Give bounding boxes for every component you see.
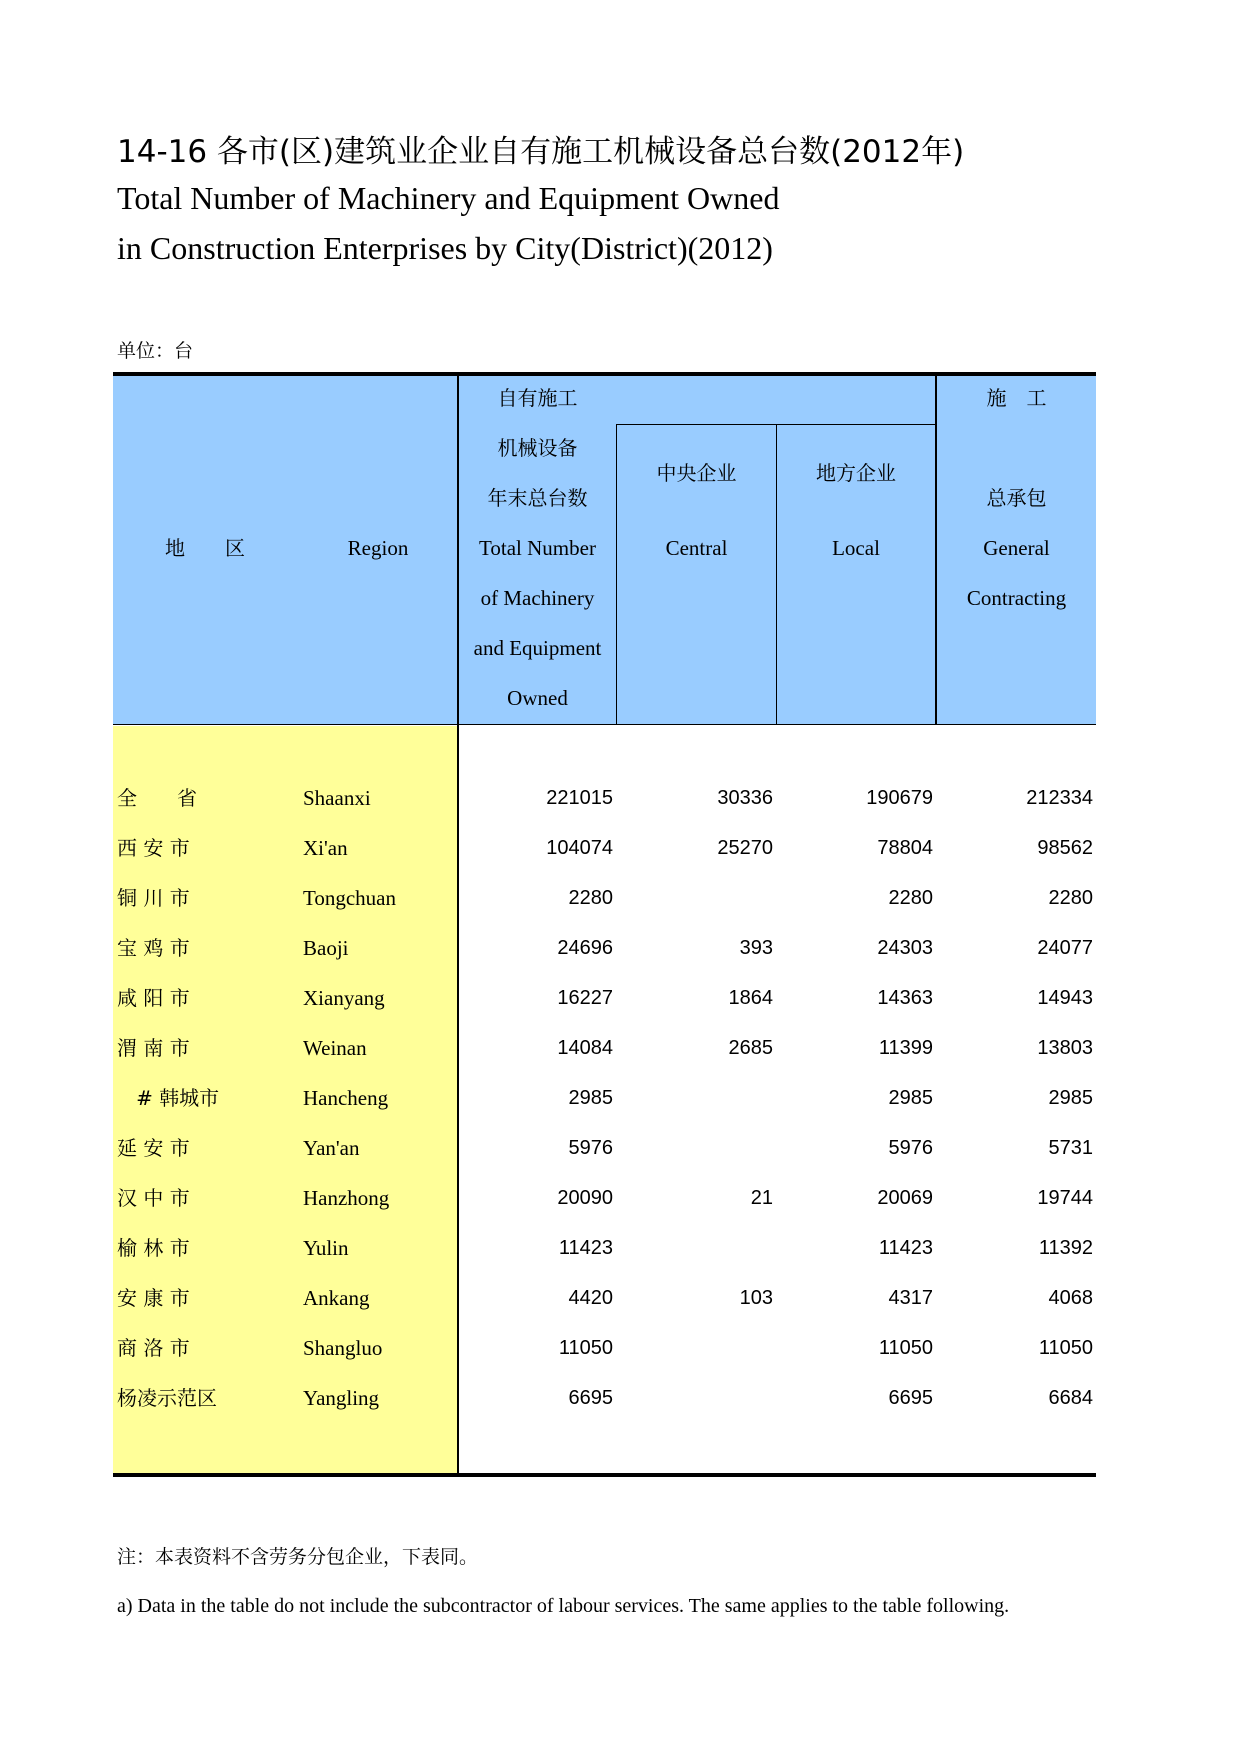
header-central-en: Central (665, 536, 728, 560)
local-value: 11399 (878, 1037, 933, 1059)
total-value: 4420 (568, 1287, 613, 1309)
region-en: Yan'an (303, 1136, 360, 1160)
local-value: 2985 (888, 1087, 933, 1109)
header-construction-group: 施 工 (986, 386, 1047, 410)
total-value: 20090 (557, 1187, 613, 1209)
table-row (0, 923, 1240, 973)
unit-label: 单位：台 (117, 340, 194, 362)
header-local-zh: 地方企业 (816, 461, 896, 485)
table-row (0, 973, 1240, 1023)
table-bottom-rule (113, 1473, 1096, 1477)
local-value: 14363 (877, 987, 933, 1009)
central-value: 30336 (717, 787, 773, 809)
region-zh: 铜 川 市 (117, 886, 190, 910)
local-value: 11050 (878, 1337, 933, 1359)
region-en: Hanzhong (303, 1186, 390, 1210)
region-zh: # 韩城市 (117, 1086, 220, 1110)
table-row (0, 873, 1240, 923)
region-zh: 汉 中 市 (117, 1186, 190, 1210)
general-value: 19744 (1037, 1187, 1093, 1209)
local-value: 24303 (877, 937, 933, 959)
total-value: 221015 (546, 787, 613, 809)
total-value: 14084 (557, 1037, 613, 1059)
total-value: 6695 (568, 1387, 613, 1409)
table-row (0, 773, 1240, 823)
total-value: 11050 (558, 1337, 613, 1359)
region-zh: 杨凌示范区 (117, 1386, 217, 1410)
region-en: Weinan (303, 1036, 367, 1060)
general-value: 24077 (1037, 937, 1093, 959)
general-value: 98562 (1037, 837, 1093, 859)
general-value: 4068 (1048, 1287, 1093, 1309)
local-value: 20069 (877, 1187, 933, 1209)
region-en: Xi'an (303, 836, 348, 860)
header-general-en-1: General (983, 536, 1050, 560)
general-value: 11050 (1038, 1337, 1093, 1359)
footnote-chinese: 注：本表资料不含劳务分包企业，下表同。 (117, 1546, 479, 1568)
central-value: 25270 (717, 837, 773, 859)
header-general-zh: 总承包 (986, 486, 1047, 510)
general-value: 13803 (1037, 1037, 1093, 1059)
central-value: 103 (739, 1287, 773, 1309)
region-zh: 延 安 市 (117, 1136, 190, 1160)
region-en: Yulin (303, 1236, 349, 1260)
local-value: 11423 (878, 1237, 933, 1259)
general-value: 2985 (1048, 1087, 1093, 1109)
region-en: Shaanxi (303, 786, 371, 810)
header-region-zh: 地 区 (165, 536, 245, 560)
region-zh: 咸 阳 市 (117, 986, 190, 1010)
table-row (0, 1323, 1240, 1373)
region-en: Xianyang (303, 986, 385, 1010)
region-en: Yangling (303, 1386, 380, 1410)
total-value: 2985 (568, 1087, 613, 1109)
total-value: 5976 (568, 1137, 613, 1159)
total-value: 24696 (557, 937, 613, 959)
table-row (0, 1223, 1240, 1273)
region-en: Ankang (303, 1286, 370, 1310)
region-en: Tongchuan (303, 886, 397, 910)
region-zh: 榆 林 市 (117, 1236, 190, 1260)
general-value: 6684 (1048, 1387, 1093, 1409)
central-value: 21 (750, 1187, 773, 1209)
region-zh: 全 省 (117, 786, 197, 810)
header-central-zh: 中央企业 (656, 461, 737, 485)
local-value: 190679 (866, 787, 933, 809)
general-value: 5731 (1048, 1137, 1093, 1159)
page-title-chinese: 14-16 各市(区)建筑业企业自有施工机械设备总台数(2012年) (117, 134, 965, 170)
central-value: 1864 (728, 987, 773, 1009)
total-value: 11423 (558, 1237, 613, 1259)
table-row (0, 1273, 1240, 1323)
region-en: Shangluo (303, 1336, 383, 1360)
total-value: 104074 (546, 837, 613, 859)
total-value: 16227 (557, 987, 613, 1009)
region-zh: 商 洛 市 (117, 1336, 190, 1360)
footnote-english: a) Data in the table do not include the subcontractor of labour services. The same applies to the table following. (117, 1595, 1010, 1617)
local-value: 6695 (888, 1387, 933, 1409)
header-local-en: Local (832, 536, 880, 560)
local-value: 78804 (877, 837, 933, 859)
local-value: 5976 (888, 1137, 933, 1159)
general-value: 212334 (1026, 787, 1093, 809)
local-value: 2280 (888, 887, 933, 909)
table-row (0, 1073, 1240, 1123)
table-row (0, 1173, 1240, 1223)
page-title-english-line2: in Construction Enterprises by City(District)(2012) (117, 230, 773, 266)
table-row (0, 823, 1240, 873)
table-row (0, 1023, 1240, 1073)
region-zh: 安 康 市 (117, 1286, 190, 1310)
region-zh: 宝 鸡 市 (117, 936, 190, 960)
total-value: 2280 (568, 887, 613, 909)
region-zh: 西 安 市 (117, 836, 190, 860)
table-row (0, 1123, 1240, 1173)
header-region-en: Region (347, 536, 409, 560)
region-en: Baoji (303, 936, 349, 960)
header-bottom-rule (113, 724, 1096, 725)
table-row (0, 1373, 1240, 1423)
page-title-english-line1: Total Number of Machinery and Equipment Owned (117, 180, 780, 216)
region-en: Hancheng (303, 1086, 389, 1110)
header-general-en-2: Contracting (966, 586, 1067, 610)
central-value: 393 (739, 937, 773, 959)
central-value: 2685 (728, 1037, 773, 1059)
region-zh: 渭 南 市 (117, 1036, 190, 1060)
general-value: 2280 (1048, 887, 1093, 909)
general-value: 11392 (1038, 1237, 1093, 1259)
local-value: 4317 (888, 1287, 933, 1309)
general-value: 14943 (1037, 987, 1093, 1009)
